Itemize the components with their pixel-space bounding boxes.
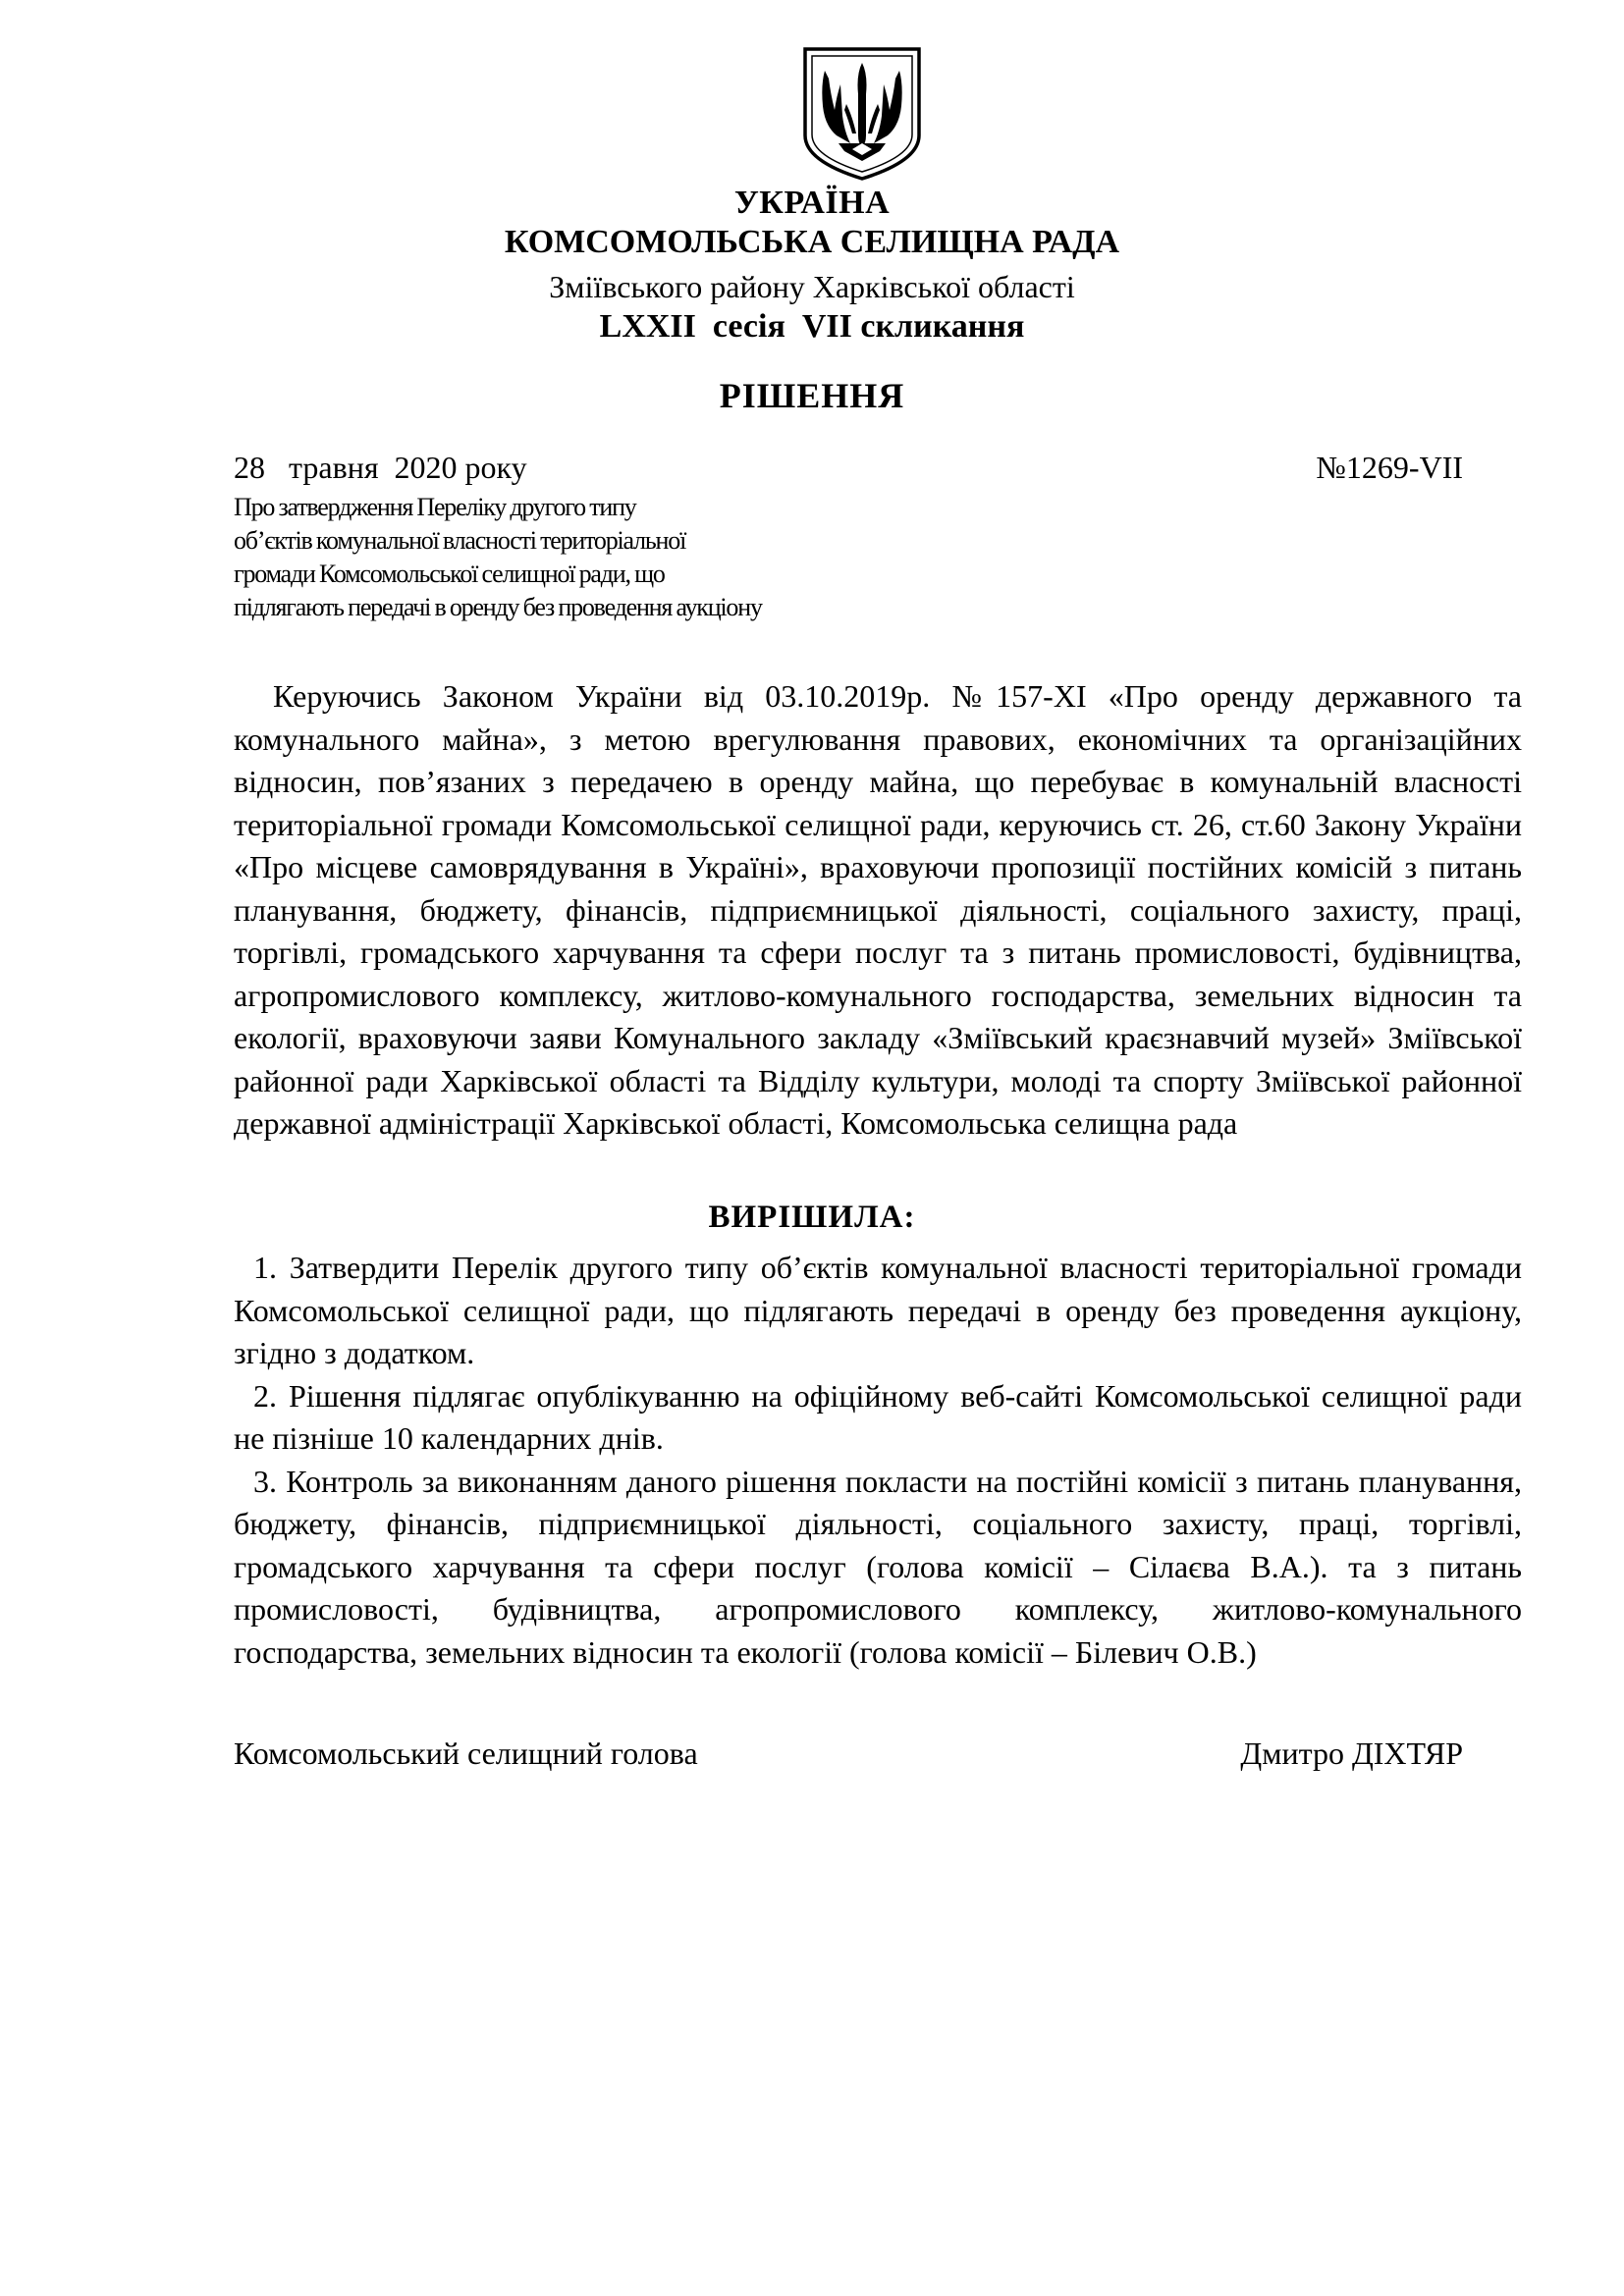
decision-date: 28 травня 2020 року bbox=[234, 450, 527, 485]
signatory-name: Дмитро ДІХТЯР bbox=[1240, 1735, 1463, 1771]
council-heading: КОМСОМОЛЬСЬКА СЕЛИЩНА РАДА bbox=[504, 224, 1120, 260]
resolution-item bbox=[234, 1247, 1522, 1375]
session-heading: LXXII сесія VII скликання bbox=[599, 308, 1025, 345]
subject-line: об’єктів комунальної власності територіальної bbox=[234, 526, 686, 555]
resolution-item bbox=[234, 1375, 1522, 1461]
district-subheading: Зміївського району Харківської області bbox=[549, 269, 1075, 304]
item-text: Контроль за виконанням даного рішення покласти на постійні комісії з питань планування, бюджету, фінансів, підприємницької діяльності, соціального захисту, праці, торгівлі, громадського харчування та сфери послуг (голова комісії – Сілаєва В.А.). та з питань промисловості, будівництва, агропромислового комплексу, житлово-комунального господарства, земельних відносин та екології (голова комісії – Білевич О.В.) bbox=[234, 1463, 1523, 1670]
country-heading: УКРАЇНА bbox=[733, 185, 891, 221]
subject-line: Про затвердження Переліку другого типу bbox=[234, 493, 636, 521]
resolution-items bbox=[234, 1247, 1522, 1674]
signatory-title: Комсомольський селищний голова bbox=[234, 1735, 698, 1771]
decision-number: №1269-VII bbox=[1316, 450, 1463, 485]
item-number: 1. bbox=[253, 1250, 290, 1285]
item-text: Затвердити Перелік другого типу об’єктів комунальної власності територіальної громади Комсомольської селищної ради, що підлягають передачі в оренду без проведення аукціону, згідно з додатком. bbox=[234, 1250, 1523, 1370]
decision-title: РІШЕННЯ bbox=[719, 376, 905, 415]
decision-subject bbox=[234, 491, 921, 624]
trident-coat-of-arms-icon bbox=[799, 45, 925, 183]
item-number: 3. bbox=[253, 1463, 287, 1499]
subject-line: підлягають передачі в оренду без проведення аукціону bbox=[234, 593, 762, 621]
preamble-paragraph: Керуючись Законом України від 03.10.2019р. №157-ХІ «Про оренду державного та комунального майна», з метою врегулювання правових, економічних та організаційних відносин, пов’язаних з передачею в оренду майна, що перебуває в комунальній власності територіальної громади Комсомольської селищної ради, керуючись ст. 26, ст.60 Закону України «Про місцеве самоврядування в Україні», враховуючи пропозиції постійних комісій з питань планування, бюджету, фінансів, підприємницької діяльності, соціального захисту, праці, торгівлі, громадського харчування та сфери послуг та з питань промисловості, будівництва, агропромислового комплексу, житлово-комунального господарства, земельних відносин та екології, враховуючи заяви Комунального закладу «Зміївський краєзнавчий музей» Зміївської районної ради Харківської області та Відділу культури, молоді та спорту Зміївської районної державної адміністрації Харківської області, Комсомольська селищна рада bbox=[234, 678, 1522, 1141]
resolution-item bbox=[234, 1461, 1522, 1675]
subject-line: громади Комсомольської селищної ради, що bbox=[234, 560, 665, 588]
item-text: Рішення підлягає опублікуванню на офіційному веб-сайті Комсомольської селищної ради не пізніше 10 календарних днів. bbox=[234, 1377, 1523, 1456]
resolved-heading: ВИРІШИЛА: bbox=[708, 1200, 916, 1235]
item-number: 2. bbox=[253, 1377, 289, 1414]
